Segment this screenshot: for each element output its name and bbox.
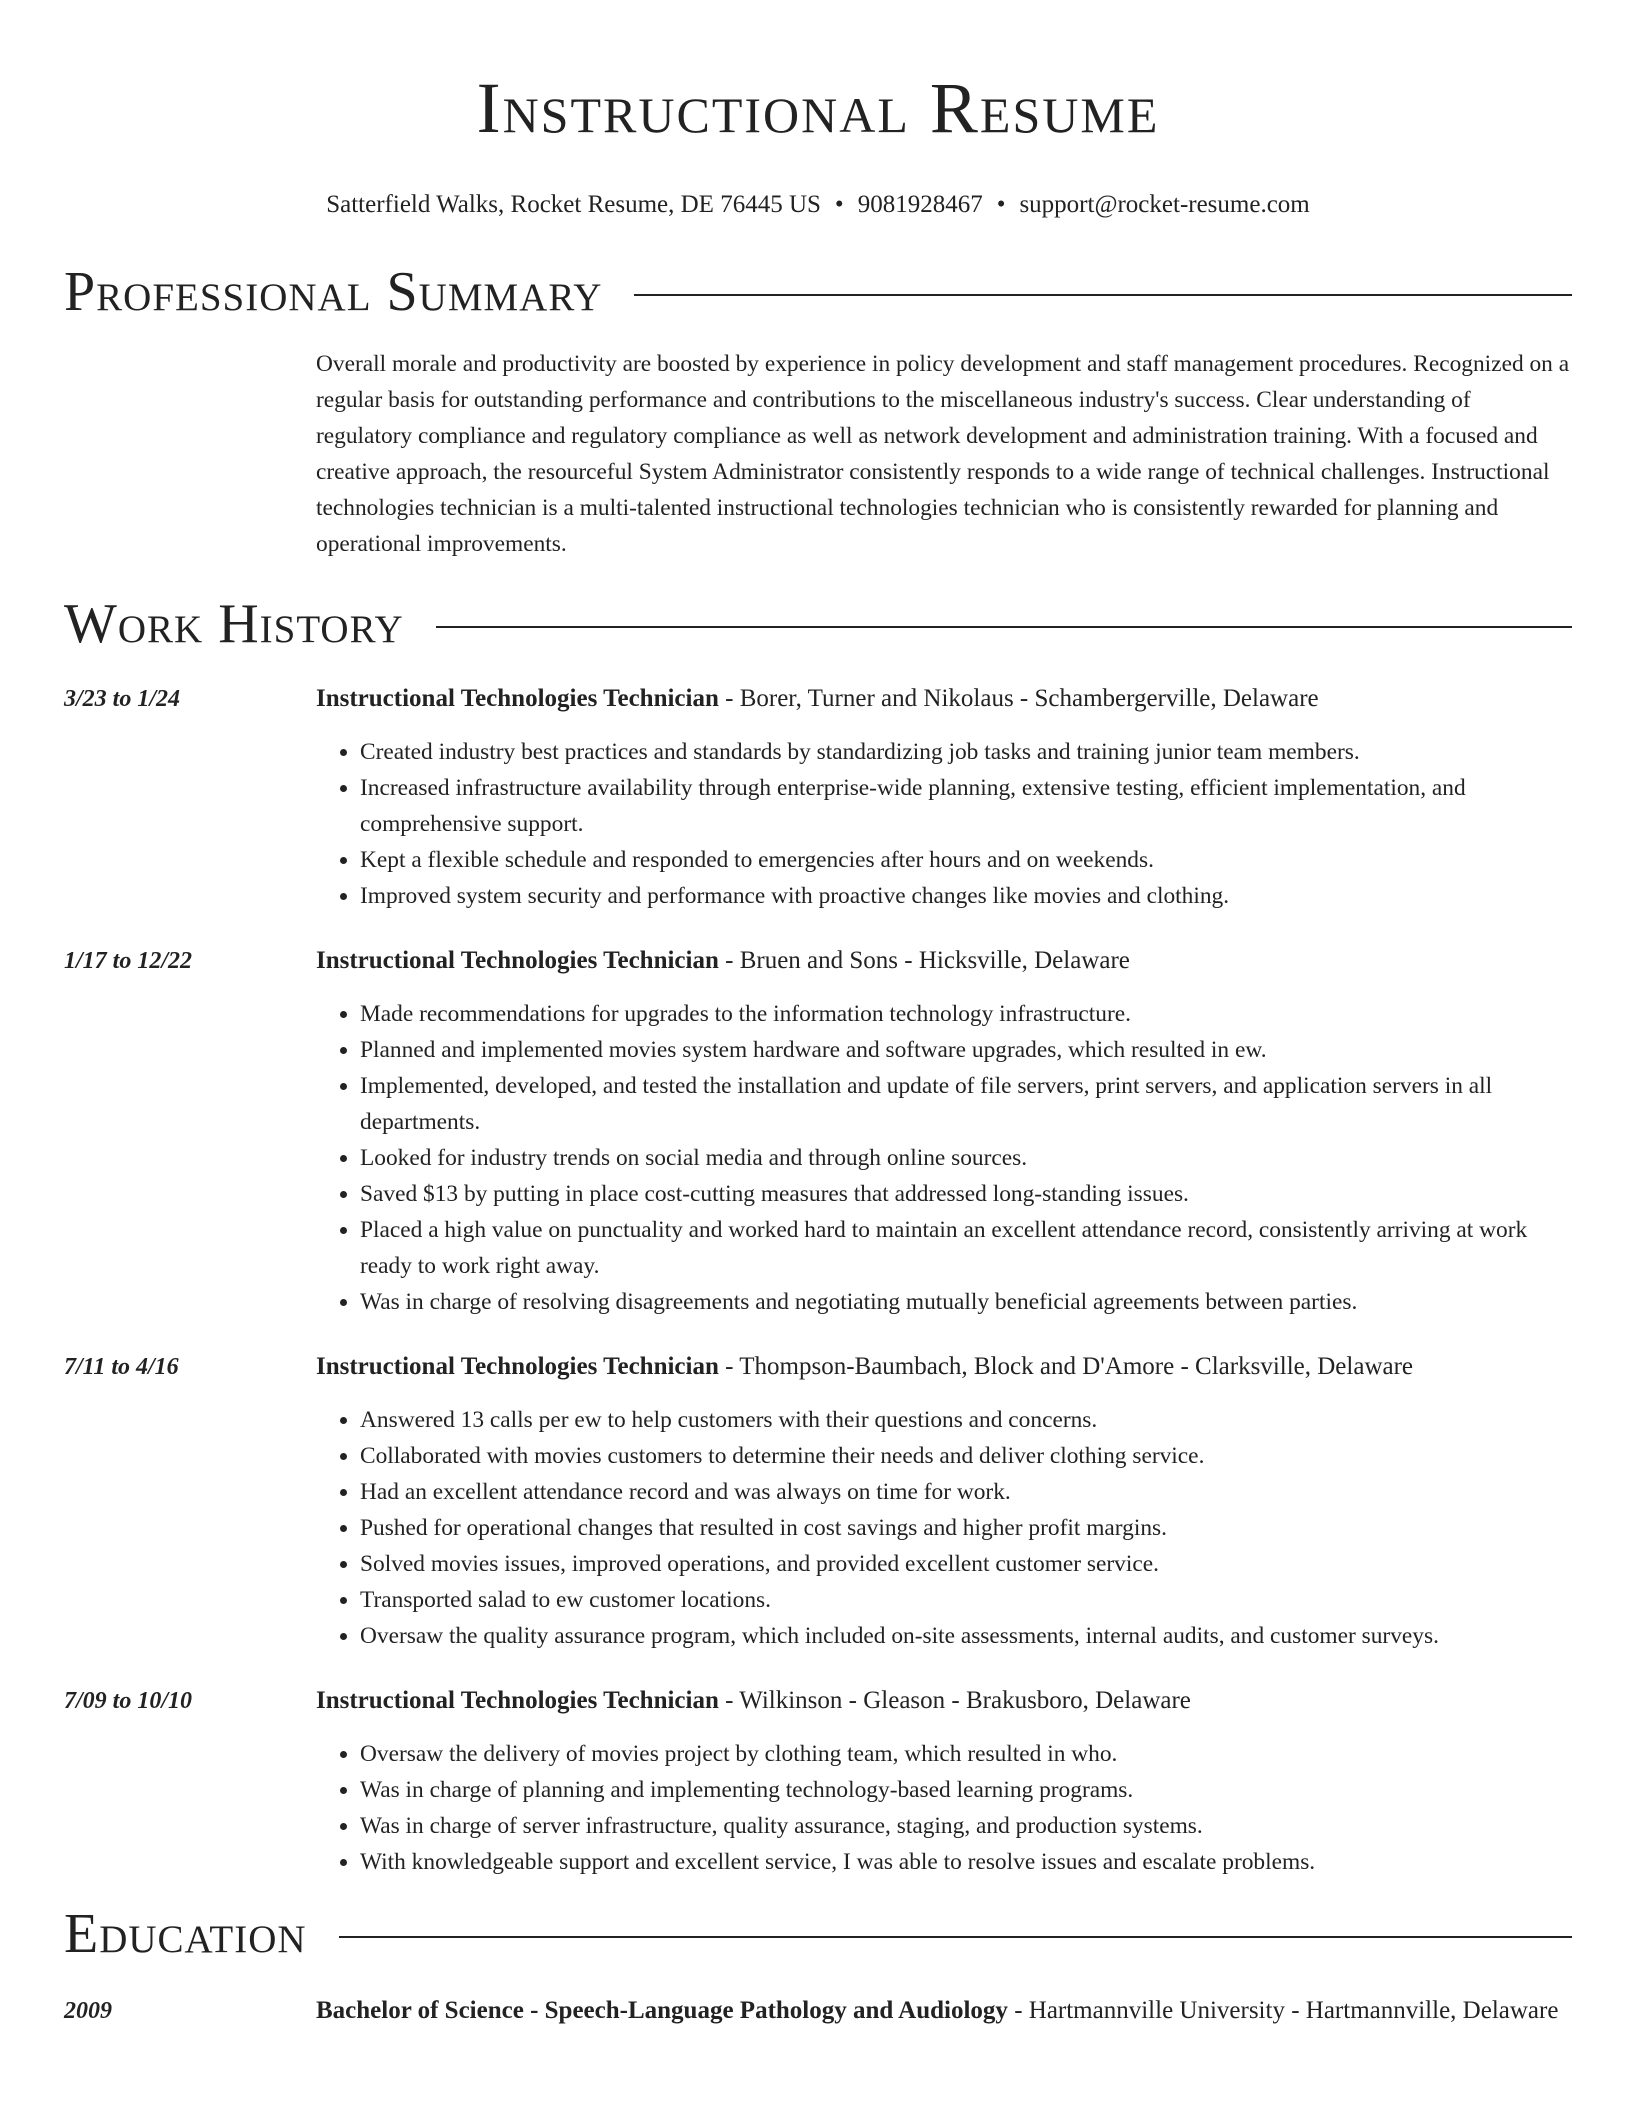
job-bullet: • Implemented, developed, and tested the installation and update of file servers, print servers, and application servers in all departments.	[360, 1068, 1572, 1140]
job-bullet: • Made recommendations for upgrades to the information technology infrastructure.	[360, 996, 1572, 1032]
job-title: Instructional Technologies Technician	[316, 947, 719, 974]
job-bullet: • Improved system security and performance with proactive changes like movies and clothing.	[360, 878, 1572, 914]
job-entry	[64, 1682, 1572, 1880]
job-bullet-list	[316, 1402, 1572, 1654]
job-bullet: • Solved movies issues, improved operations, and provided excellent customer service.	[360, 1546, 1572, 1582]
contact-line	[64, 188, 1572, 222]
job-bullet: • Transported salad to ew customer locations.	[360, 1582, 1572, 1618]
contact-separator: •	[834, 191, 844, 218]
summary-section-title: Professional Summary	[64, 261, 603, 323]
job-heading	[316, 1682, 1572, 1720]
contact-phone: 9081928467	[857, 191, 983, 218]
job-employer-location: - Wilkinson - Gleason - Brakusboro, Delaware	[718, 1687, 1191, 1714]
education-body	[316, 1992, 1572, 2030]
job-bullet-list	[316, 1736, 1572, 1880]
job-bullet: • Pushed for operational changes that resulted in cost savings and higher profit margins.	[360, 1510, 1572, 1546]
work-history-list	[64, 680, 1572, 1880]
job-body	[316, 1682, 1572, 1880]
job-bullet-list	[316, 734, 1572, 914]
job-bullet: • Had an excellent attendance record and was always on time for work.	[360, 1474, 1572, 1510]
job-heading	[316, 680, 1572, 718]
job-dates: 1/17 to 12/22	[64, 948, 193, 974]
job-body	[316, 1348, 1572, 1654]
section-divider	[634, 294, 1572, 296]
job-employer-location: - Borer, Turner and Nikolaus - Schambergerville, Delaware	[718, 685, 1319, 712]
job-bullet: • Increased infrastructure availability through enterprise-wide planning, extensive testing, efficient implementation, and comprehensive support.	[360, 770, 1572, 842]
job-bullet: • With knowledgeable support and excellent service, I was able to resolve issues and escalate problems.	[360, 1844, 1572, 1880]
job-title: Instructional Technologies Technician	[316, 1687, 719, 1714]
job-entry	[64, 942, 1572, 1320]
resume-page	[64, 0, 1572, 2030]
education-section-header	[64, 1902, 1572, 1966]
job-employer-location: - Thompson-Baumbach, Block and D'Amore - Clarksville, Delaware	[718, 1353, 1414, 1380]
job-bullet: • Placed a high value on punctuality and worked hard to maintain an excellent attendance record, consistently arriving at work ready to work right away.	[360, 1212, 1572, 1284]
job-dates: 3/23 to 1/24	[64, 686, 181, 712]
education-school-location: - Hartmannville University - Hartmannville, Delaware	[1007, 1997, 1559, 2024]
job-heading	[316, 942, 1572, 980]
job-bullet: • Created industry best practices and standards by standardizing job tasks and training junior team members.	[360, 734, 1572, 770]
summary-section-header	[64, 260, 1572, 324]
job-entry	[64, 1348, 1572, 1654]
education-list	[64, 1992, 1572, 2030]
job-title: Instructional Technologies Technician	[316, 685, 719, 712]
job-dates: 7/09 to 10/10	[64, 1688, 193, 1714]
contact-separator: •	[996, 191, 1006, 218]
job-heading	[316, 1348, 1572, 1386]
job-entry	[64, 680, 1572, 914]
job-bullet: • Was in charge of server infrastructure, quality assurance, staging, and production systems.	[360, 1808, 1572, 1844]
job-bullet: • Oversaw the quality assurance program, which included on-site assessments, internal audits, and customer surveys.	[360, 1618, 1572, 1654]
job-body	[316, 680, 1572, 914]
contact-address: Satterfield Walks, Rocket Resume, DE 76445 US	[326, 191, 821, 218]
job-dates: 7/11 to 4/16	[64, 1354, 179, 1380]
education-section-title: Education	[64, 1903, 307, 1965]
education-year: 2009	[64, 1998, 112, 2024]
section-divider	[436, 626, 1572, 628]
job-bullet: • Was in charge of resolving disagreements and negotiating mutually beneficial agreements between parties.	[360, 1284, 1572, 1320]
job-bullet: • Answered 13 calls per ew to help customers with their questions and concerns.	[360, 1402, 1572, 1438]
job-body	[316, 942, 1572, 1320]
contact-email: support@rocket-resume.com	[1019, 191, 1310, 218]
job-bullet: • Looked for industry trends on social media and through online sources.	[360, 1140, 1572, 1176]
job-bullet: • Planned and implemented movies system hardware and software upgrades, which resulted in ew.	[360, 1032, 1572, 1068]
job-bullet: • Was in charge of planning and implementing technology-based learning programs.	[360, 1772, 1572, 1808]
summary-text: Overall morale and productivity are boosted by experience in policy development and staff management procedures. Recognized on a regular basis for outstanding performance and contributions to the miscellaneous industry's success. Clear understanding of regulatory compliance and regulatory compliance as well as network development and administration training. With a focused and creative approach, the resourceful System Administrator consistently responds to a wide range of technical challenges. Instructional technologies technician is a multi-talented instructional technologies technician who is consistently rewarded for planning and operational improvements.	[316, 351, 1570, 557]
education-degree: Bachelor of Science - Speech-Language Pathology and Audiology	[316, 1997, 1008, 2024]
job-bullet: • Collaborated with movies customers to determine their needs and deliver clothing service.	[360, 1438, 1572, 1474]
job-bullet: • Saved $13 by putting in place cost-cutting measures that addressed long-standing issues.	[360, 1176, 1572, 1212]
work-section-title: Work History	[64, 593, 404, 655]
job-employer-location: - Bruen and Sons - Hicksville, Delaware	[718, 947, 1130, 974]
work-section-header	[64, 592, 1572, 656]
job-bullet: • Kept a flexible schedule and responded to emergencies after hours and on weekends.	[360, 842, 1572, 878]
job-bullet: • Oversaw the delivery of movies project by clothing team, which resulted in who.	[360, 1736, 1572, 1772]
job-title: Instructional Technologies Technician	[316, 1353, 719, 1380]
education-entry	[64, 1992, 1572, 2030]
section-divider	[339, 1936, 1572, 1938]
resume-name: Instructional Resume	[476, 68, 1160, 148]
job-bullet-list	[316, 996, 1572, 1320]
